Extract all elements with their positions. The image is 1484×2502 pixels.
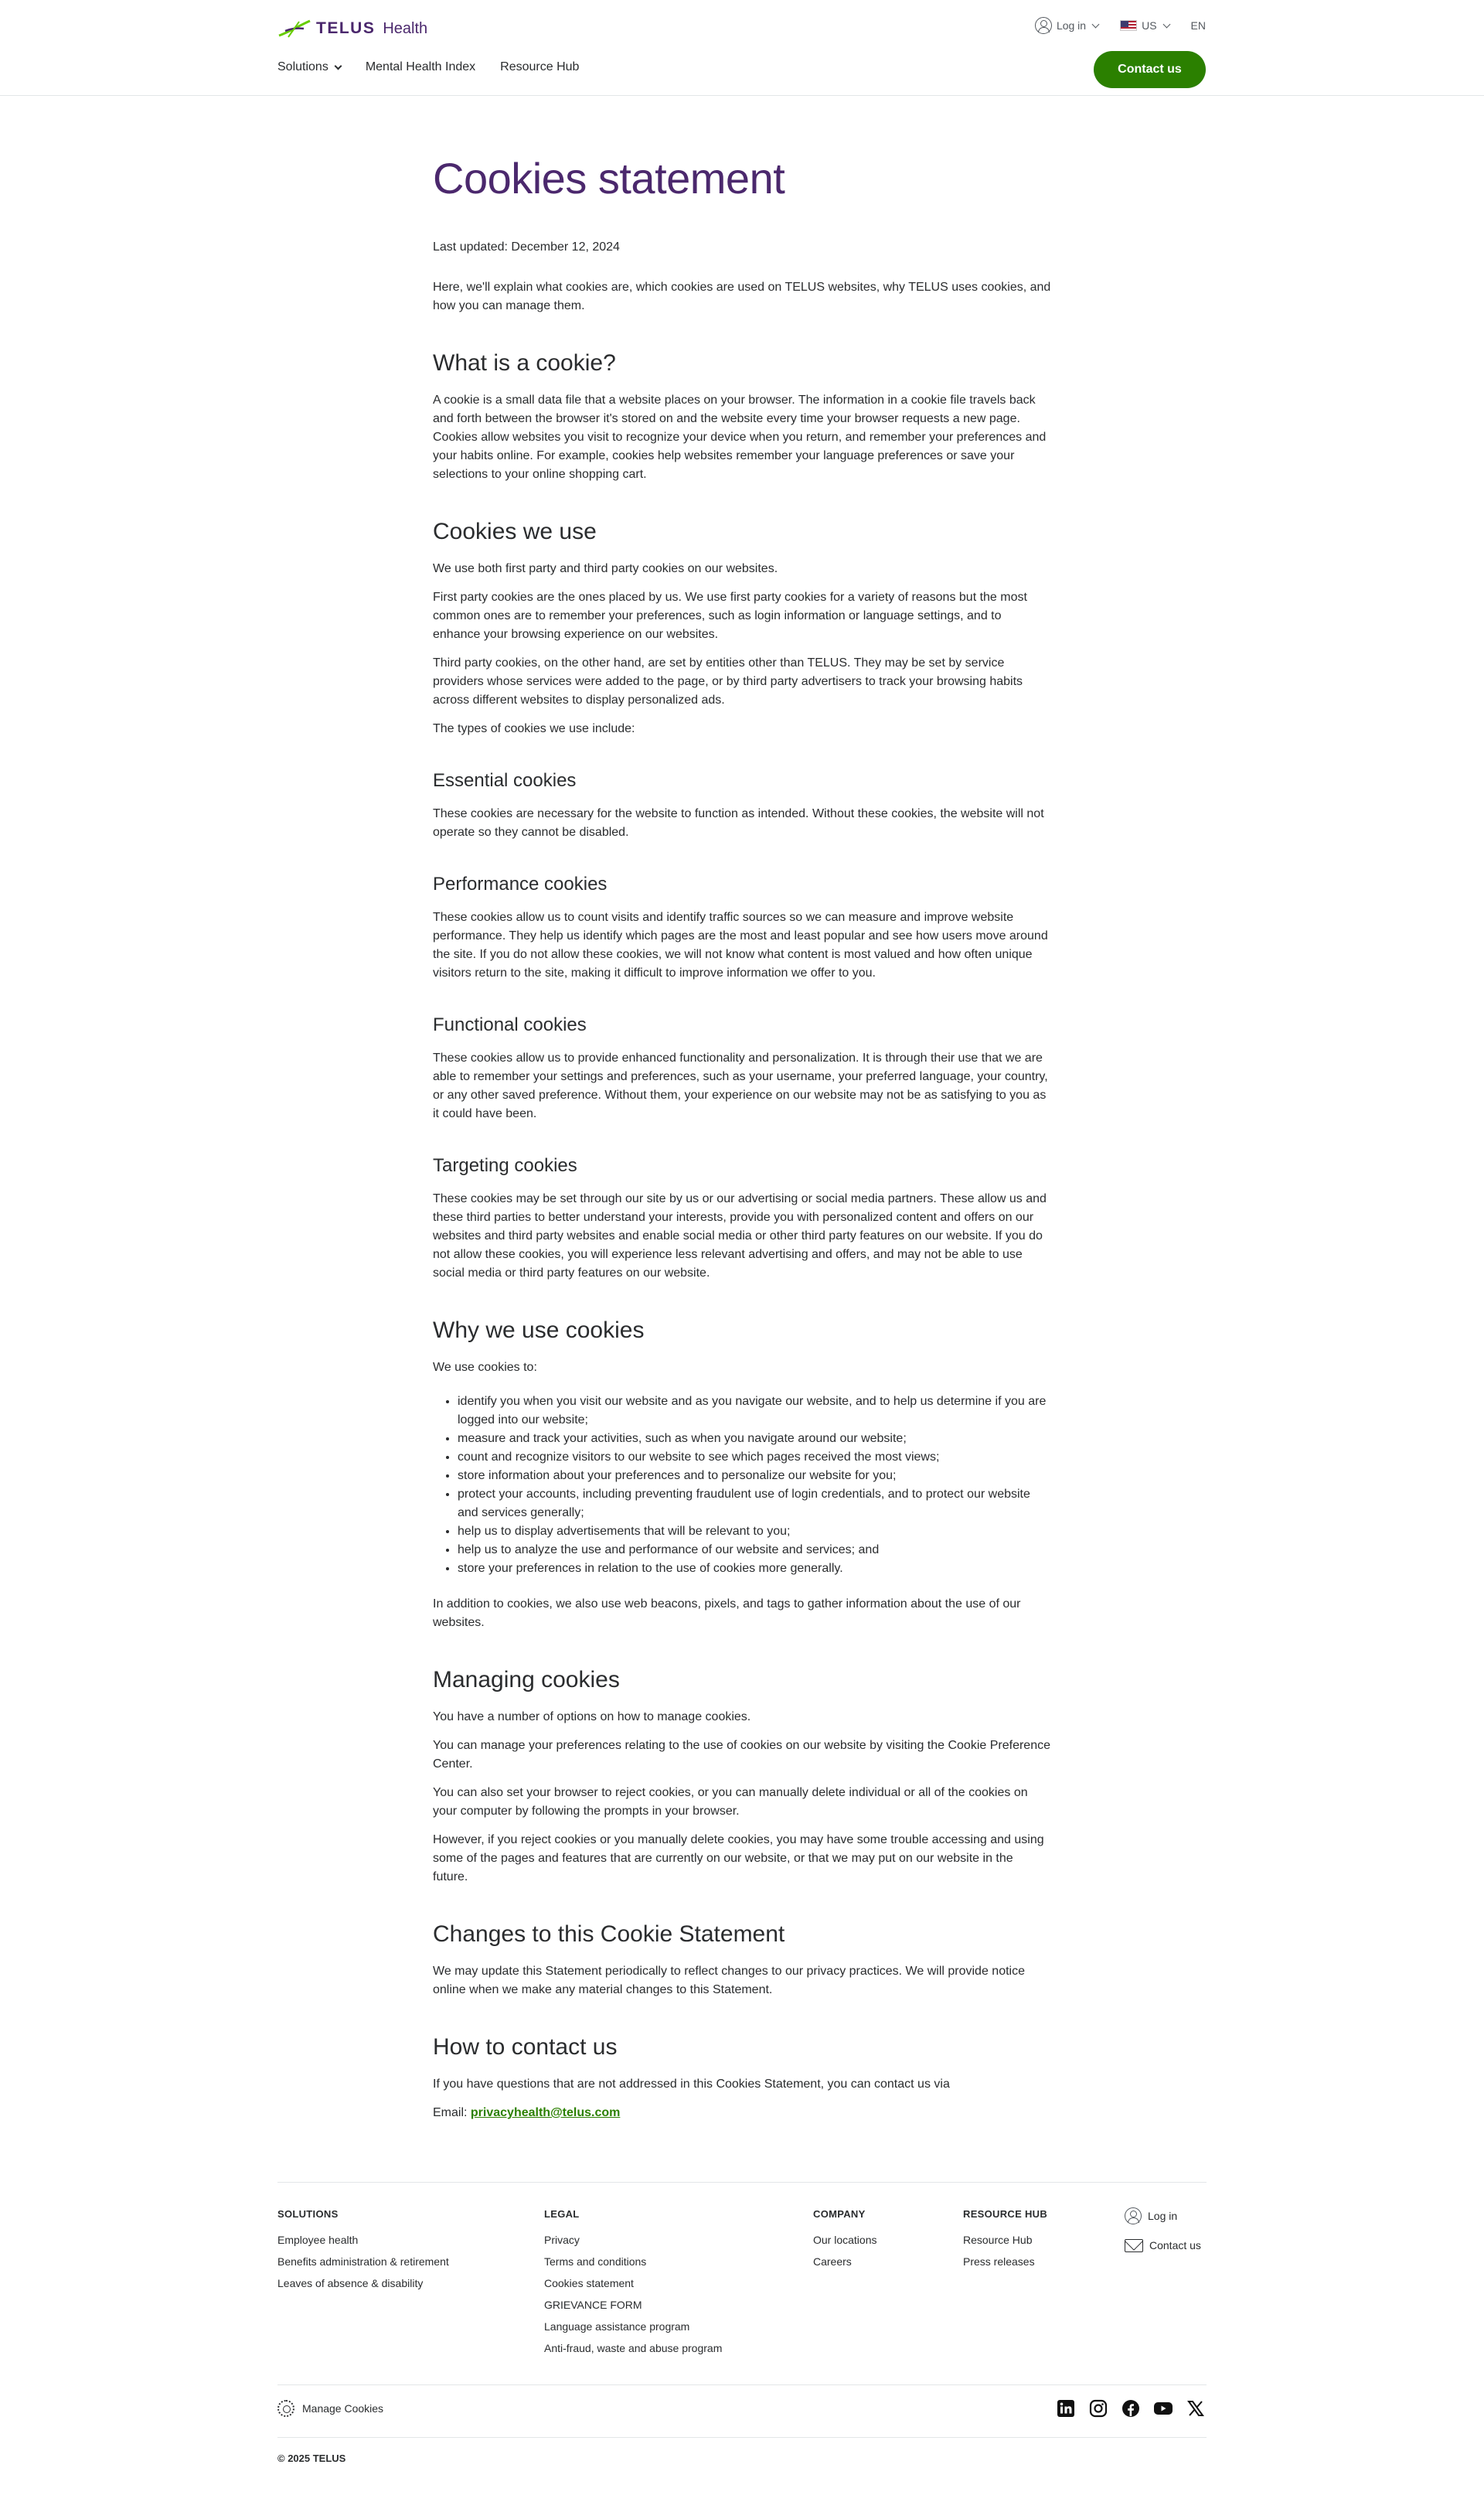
social-links bbox=[1056, 2398, 1206, 2418]
x-icon[interactable] bbox=[1186, 2398, 1206, 2418]
brand-name: TELUS bbox=[316, 19, 376, 37]
instagram-icon[interactable] bbox=[1088, 2398, 1108, 2418]
facebook-icon[interactable] bbox=[1121, 2398, 1141, 2418]
section-heading-changes: Changes to this Cookie Statement bbox=[433, 1921, 785, 1947]
paragraph: You have a number of options on how to manage cookies. bbox=[433, 1710, 751, 1723]
gear-icon bbox=[277, 2400, 294, 2417]
main-nav bbox=[277, 60, 579, 74]
login-label: Log in bbox=[1056, 19, 1087, 32]
paragraph: However, if you reject cookies or you manually delete cookies, you may have some trouble accessing and using some of the pages and features that are currently on our website, or that we may put on our website in the future. bbox=[433, 1833, 1044, 1883]
intro-paragraph: Here, we'll explain what cookies are, which cookies are used on TELUS websites, why TELUS uses cookies, and how you can manage them. bbox=[433, 281, 1051, 312]
why-list bbox=[458, 1392, 1051, 1578]
footer-link[interactable]: Language assistance program bbox=[544, 2320, 690, 2333]
footer-link[interactable]: GRIEVANCE FORM bbox=[544, 2299, 642, 2311]
footer-link[interactable]: Anti-fraud, waste and abuse program bbox=[544, 2342, 723, 2354]
footer-col-title: RESOURCE HUB bbox=[963, 2208, 1048, 2220]
chevron-down-icon bbox=[334, 62, 342, 70]
site-header bbox=[0, 0, 1484, 96]
us-flag-icon bbox=[1120, 20, 1137, 31]
last-updated: Last updated: December 12, 2024 bbox=[433, 240, 620, 254]
footer-col-title: SOLUTIONS bbox=[277, 2208, 339, 2220]
footer-divider bbox=[277, 2384, 1207, 2385]
list-item: • identify you when you visit our website and as you navigate our website, and to help us determine if you are logged into our website; bbox=[458, 1392, 1051, 1430]
manage-cookies-label: Manage Cookies bbox=[302, 2402, 384, 2415]
list-item: • protect your accounts, including preventing fraudulent use of login credentials, and to protect our website and services generally; bbox=[458, 1485, 1051, 1522]
footer-contact-link[interactable] bbox=[1125, 2234, 1201, 2256]
nav-label: Mental Health Index bbox=[365, 60, 476, 73]
paragraph: Third party cookies, on the other hand, are set by entities other than TELUS. They may be set by service providers whose services were added to the page, or by third party advertisers to track your browsing habits across different websites to display personalized ads. bbox=[433, 656, 1023, 707]
paragraph: First party cookies are the ones placed by us. We use first party cookies for a variety of reasons but the most common ones are to remember your preferences, such as login information or language settings, and to enhance your browsing experience on our websites. bbox=[433, 591, 1027, 641]
footer-link[interactable]: Benefits administration & retirement bbox=[277, 2255, 449, 2268]
chevron-down-icon bbox=[1092, 20, 1100, 28]
nav-label: Solutions bbox=[277, 60, 328, 73]
footer-link[interactable]: Press releases bbox=[963, 2255, 1035, 2268]
section-heading-why: Why we use cookies bbox=[433, 1317, 645, 1343]
paragraph: These cookies may be set through our site by us or our advertising or social media partners. These allow us and these third parties to better understand your interests, provide you with personalized content and offers on our websites and third party websites and enable social media or other third party features on our website. If you do not allow these cookies, you will experience less relevant advertising and offers, and may not be able to use social media or third party features on our website. bbox=[433, 1192, 1047, 1280]
footer-col-resource-hub bbox=[963, 2208, 1047, 2272]
paragraph: We may update this Statement periodically to reflect changes to our privacy practices. We will provide notice online when we make any material changes to this Statement. bbox=[433, 1965, 1025, 1996]
footer-login-label: Log in bbox=[1148, 2210, 1178, 2222]
footer-link[interactable]: Careers bbox=[813, 2255, 852, 2268]
page-title: Cookies statement bbox=[433, 154, 785, 203]
footer-divider bbox=[277, 2182, 1207, 2183]
chevron-down-icon bbox=[1162, 20, 1170, 28]
email-label: Email: bbox=[433, 2106, 471, 2119]
paragraph: We use both first party and third party cookies on our websites. bbox=[433, 562, 778, 575]
list-item: • help us to analyze the use and performance of our website and services; and bbox=[458, 1541, 1051, 1559]
user-icon bbox=[1125, 2207, 1142, 2224]
nav-label: Resource Hub bbox=[500, 60, 580, 73]
region-label: US bbox=[1142, 19, 1157, 32]
email-line bbox=[433, 2104, 1051, 2122]
linkedin-icon[interactable] bbox=[1056, 2398, 1076, 2418]
footer-col-company bbox=[813, 2208, 876, 2272]
footer-col-solutions bbox=[277, 2208, 449, 2294]
paragraph: These cookies are necessary for the website to function as intended. Without these cookies, the website will not operate so they cannot be disabled. bbox=[433, 807, 1044, 839]
paragraph: If you have questions that are not addressed in this Cookies Statement, you can contact us via bbox=[433, 2078, 950, 2091]
email-link[interactable]: privacyhealth@telus.com bbox=[470, 2106, 621, 2119]
footer-link[interactable]: Terms and conditions bbox=[544, 2255, 647, 2268]
footer-col-legal bbox=[544, 2208, 722, 2359]
telus-health-logo[interactable] bbox=[277, 17, 427, 40]
footer-link[interactable]: Our locations bbox=[813, 2234, 877, 2246]
section-heading-what: What is a cookie? bbox=[433, 350, 616, 376]
brand-sub: Health bbox=[383, 19, 428, 37]
footer-link[interactable]: Employee health bbox=[277, 2234, 359, 2246]
manage-cookies-button[interactable] bbox=[277, 2400, 383, 2417]
language-toggle[interactable] bbox=[1191, 19, 1206, 32]
nav-item-solutions[interactable] bbox=[277, 60, 341, 74]
subheading-essential: Essential cookies bbox=[433, 770, 577, 791]
paragraph: These cookies allow us to count visits and identify traffic sources so we can measure and improve website performance. They help us identify which pages are the most and least popular and see how users move around the site. If you do not allow these cookies, we will not know what content is most valued and how often unique visitors return to the site, making it difficult to improve information we offer to you. bbox=[433, 911, 1048, 980]
footer-login-link[interactable] bbox=[1125, 2205, 1201, 2227]
login-menu[interactable] bbox=[1035, 17, 1098, 34]
list-item: • store your preferences in relation to the use of cookies more generally. bbox=[458, 1559, 1051, 1578]
subheading-functional: Functional cookies bbox=[433, 1014, 587, 1035]
paragraph: In addition to cookies, we also use web beacons, pixels, and tags to gather information about the use of our websites. bbox=[433, 1597, 1021, 1629]
mail-icon bbox=[1125, 2239, 1143, 2252]
footer-link[interactable]: Cookies statement bbox=[544, 2277, 634, 2289]
section-heading-contact: How to contact us bbox=[433, 2034, 618, 2060]
utility-nav bbox=[1035, 17, 1206, 34]
paragraph: You can also set your browser to reject cookies, or you can manually delete individual or all of the cookies on your computer by following the prompts in your browser. bbox=[433, 1786, 1028, 1818]
paragraph: A cookie is a small data file that a website places on your browser. The information in a cookie file travels back and forth between the browser it's stored on and the website every time your browser requests a new page. Cookies allow websites you visit to recognize your device when you return, and remember your preferences and your habits online. For example, cookies help websites remember your language preferences or save your selections to your online shopping cart. bbox=[433, 394, 1047, 481]
list-item: • measure and track your activities, such as when you navigate around our website; bbox=[458, 1430, 1051, 1448]
footer-col-title: LEGAL bbox=[544, 2208, 580, 2220]
copyright: © 2025 TELUS bbox=[277, 2453, 346, 2464]
paragraph: The types of cookies we use include: bbox=[433, 722, 635, 735]
list-item: • count and recognize visitors to our website to see which pages received the most views; bbox=[458, 1448, 1051, 1467]
footer-link[interactable]: Leaves of absence & disability bbox=[277, 2277, 424, 2289]
footer-link[interactable]: Resource Hub bbox=[963, 2234, 1033, 2246]
telus-logo-icon bbox=[277, 19, 311, 39]
subheading-targeting: Targeting cookies bbox=[433, 1155, 577, 1176]
region-selector[interactable] bbox=[1120, 19, 1169, 32]
cookies-statement-content bbox=[433, 152, 1051, 2132]
footer-link[interactable]: Privacy bbox=[544, 2234, 580, 2246]
subheading-performance: Performance cookies bbox=[433, 874, 608, 895]
nav-item-mental-health-index[interactable] bbox=[366, 60, 475, 74]
section-heading-cookies-we-use: Cookies we use bbox=[433, 519, 597, 544]
language-label: EN bbox=[1190, 19, 1206, 32]
footer-account-links bbox=[1125, 2205, 1201, 2264]
paragraph: These cookies allow us to provide enhanced functionality and personalization. It is through their use that we are able to remember your settings and preferences, such as your username, your preferred language, your country, or any other saved preference. Without them, your experience on our website may not be as satisfying to you as it could have been. bbox=[433, 1052, 1048, 1120]
contact-us-button[interactable]: Contact us bbox=[1094, 51, 1206, 88]
list-item: • store information about your preferences and to personalize our website for you; bbox=[458, 1467, 1051, 1485]
footer-col-title: COMPANY bbox=[813, 2208, 866, 2220]
user-icon bbox=[1035, 17, 1052, 34]
list-item: • help us to display advertisements that will be relevant to you; bbox=[458, 1522, 1051, 1541]
youtube-icon[interactable] bbox=[1153, 2398, 1173, 2418]
footer-contact-label: Contact us bbox=[1149, 2239, 1201, 2251]
nav-item-resource-hub[interactable] bbox=[500, 60, 579, 74]
paragraph: We use cookies to: bbox=[433, 1361, 537, 1374]
section-heading-managing: Managing cookies bbox=[433, 1667, 620, 1692]
paragraph: You can manage your preferences relating to the use of cookies on our website by visiting the Cookie Preference Center. bbox=[433, 1739, 1050, 1771]
footer-divider bbox=[277, 2437, 1207, 2438]
